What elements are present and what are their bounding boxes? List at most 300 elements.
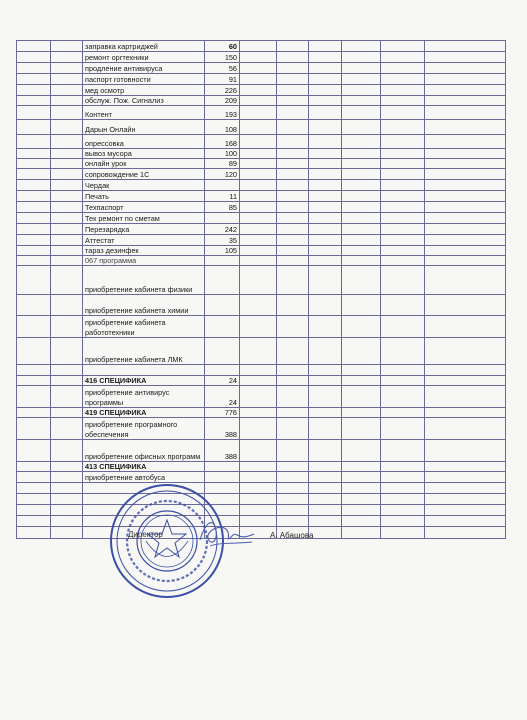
empty-cell xyxy=(381,408,425,418)
table-row xyxy=(17,213,506,224)
table-row xyxy=(17,462,506,472)
empty-cell xyxy=(309,246,342,256)
empty-cell xyxy=(309,338,342,365)
empty-cell xyxy=(51,191,83,202)
empty-cell xyxy=(277,408,309,418)
empty-cell xyxy=(240,494,277,505)
empty-cell xyxy=(309,159,342,169)
empty-cell xyxy=(51,202,83,213)
empty-cell xyxy=(381,149,425,159)
empty-cell xyxy=(309,472,342,483)
item-name-cell: Перезарядка xyxy=(83,224,205,235)
table-row xyxy=(17,256,506,266)
empty-cell xyxy=(51,169,83,180)
item-value-cell xyxy=(205,295,240,316)
empty-cell xyxy=(51,149,83,159)
empty-cell xyxy=(17,338,51,365)
empty-cell xyxy=(381,41,425,52)
empty-cell xyxy=(342,41,381,52)
empty-cell xyxy=(51,472,83,483)
empty-cell xyxy=(240,472,277,483)
empty-cell xyxy=(277,365,309,376)
signer-name: А. Абашова xyxy=(270,531,314,540)
item-value-cell: 11 xyxy=(205,191,240,202)
empty-cell xyxy=(17,483,51,494)
empty-cell xyxy=(309,63,342,74)
item-value-cell: 388 xyxy=(205,440,240,462)
empty-cell xyxy=(240,159,277,169)
empty-cell xyxy=(277,169,309,180)
empty-cell xyxy=(277,85,309,96)
table-row xyxy=(17,440,506,462)
item-name-cell: Чердак xyxy=(83,180,205,191)
item-name-cell: сопровождение 1С xyxy=(83,169,205,180)
table-row xyxy=(17,494,506,505)
table-row xyxy=(17,408,506,418)
item-value-cell: 100 xyxy=(205,149,240,159)
item-value-cell: 120 xyxy=(205,169,240,180)
empty-cell xyxy=(342,180,381,191)
empty-cell xyxy=(381,63,425,74)
item-name-cell: приобретение офисных программ xyxy=(83,440,205,462)
empty-cell xyxy=(425,202,506,213)
table-row xyxy=(17,41,506,52)
empty-cell xyxy=(277,191,309,202)
empty-cell xyxy=(17,191,51,202)
empty-cell xyxy=(51,266,83,295)
empty-cell xyxy=(342,149,381,159)
empty-cell xyxy=(240,224,277,235)
empty-cell xyxy=(277,295,309,316)
empty-cell xyxy=(240,191,277,202)
empty-cell xyxy=(425,235,506,246)
item-name-cell: тараз дезинфек xyxy=(83,246,205,256)
empty-cell xyxy=(381,106,425,120)
empty-cell xyxy=(425,169,506,180)
empty-cell xyxy=(381,440,425,462)
empty-cell xyxy=(17,256,51,266)
empty-cell xyxy=(342,135,381,149)
empty-cell xyxy=(342,316,381,338)
empty-cell xyxy=(342,52,381,63)
empty-cell xyxy=(17,85,51,96)
empty-cell xyxy=(240,295,277,316)
empty-cell xyxy=(17,135,51,149)
empty-cell xyxy=(381,169,425,180)
empty-cell xyxy=(240,149,277,159)
table-row xyxy=(17,63,506,74)
item-value-cell xyxy=(205,213,240,224)
empty-cell xyxy=(309,149,342,159)
empty-cell xyxy=(425,462,506,472)
empty-cell xyxy=(17,266,51,295)
signature xyxy=(196,512,256,552)
empty-cell xyxy=(51,224,83,235)
empty-cell xyxy=(309,266,342,295)
empty-cell xyxy=(277,120,309,135)
empty-cell xyxy=(381,472,425,483)
table-row xyxy=(17,85,506,96)
empty-cell xyxy=(51,135,83,149)
empty-cell xyxy=(342,246,381,256)
empty-cell xyxy=(17,120,51,135)
empty-cell xyxy=(240,63,277,74)
empty-cell xyxy=(381,191,425,202)
empty-cell xyxy=(17,224,51,235)
empty-cell xyxy=(342,224,381,235)
empty-cell xyxy=(240,74,277,85)
empty-cell xyxy=(425,295,506,316)
table-row xyxy=(17,527,506,539)
item-name-cell: 413 СПЕЦИФИКА xyxy=(83,462,205,472)
empty-cell xyxy=(240,85,277,96)
empty-cell xyxy=(240,213,277,224)
empty-cell xyxy=(309,180,342,191)
empty-cell xyxy=(342,74,381,85)
empty-cell xyxy=(240,338,277,365)
empty-cell xyxy=(342,365,381,376)
item-name-cell: заправка картриджей xyxy=(83,41,205,52)
empty-cell xyxy=(381,202,425,213)
empty-cell xyxy=(309,462,342,472)
item-name-cell: опрессовка xyxy=(83,135,205,149)
empty-cell xyxy=(51,295,83,316)
empty-cell xyxy=(381,527,425,539)
empty-cell xyxy=(17,159,51,169)
item-name-cell: мед осмотр xyxy=(83,85,205,96)
empty-cell xyxy=(381,316,425,338)
empty-cell xyxy=(381,224,425,235)
empty-cell xyxy=(309,494,342,505)
empty-cell xyxy=(342,418,381,440)
empty-cell xyxy=(342,63,381,74)
empty-cell xyxy=(425,505,506,516)
item-name-cell: ремонт оргтехники xyxy=(83,52,205,63)
empty-cell xyxy=(277,256,309,266)
item-name-cell: приобретение кабинета работотехники xyxy=(83,316,205,338)
empty-cell xyxy=(342,472,381,483)
item-name-cell: 416 СПЕЦИФИКА xyxy=(83,376,205,386)
empty-cell xyxy=(240,180,277,191)
item-value-cell: 776 xyxy=(205,408,240,418)
empty-cell xyxy=(277,472,309,483)
empty-cell xyxy=(51,376,83,386)
empty-cell xyxy=(381,85,425,96)
empty-cell xyxy=(309,376,342,386)
empty-cell xyxy=(425,224,506,235)
item-value-cell: 193 xyxy=(205,106,240,120)
empty-cell xyxy=(17,74,51,85)
empty-cell xyxy=(51,74,83,85)
empty-cell xyxy=(277,246,309,256)
empty-cell xyxy=(309,120,342,135)
empty-cell xyxy=(381,516,425,527)
table-row xyxy=(17,418,506,440)
empty-cell xyxy=(342,96,381,106)
empty-cell xyxy=(309,74,342,85)
table-row xyxy=(17,472,506,483)
empty-cell xyxy=(277,52,309,63)
empty-cell xyxy=(342,386,381,408)
table-row xyxy=(17,96,506,106)
empty-cell xyxy=(277,180,309,191)
table-row xyxy=(17,483,506,494)
empty-cell xyxy=(381,235,425,246)
empty-cell xyxy=(425,418,506,440)
empty-cell xyxy=(17,295,51,316)
director-label: Директор xyxy=(128,530,163,539)
empty-cell xyxy=(277,74,309,85)
empty-cell xyxy=(277,338,309,365)
empty-cell xyxy=(17,472,51,483)
item-name-cell: приобретение автобуса xyxy=(83,472,205,483)
table-row xyxy=(17,505,506,516)
empty-cell xyxy=(381,180,425,191)
empty-cell xyxy=(309,52,342,63)
empty-cell xyxy=(309,418,342,440)
empty-cell xyxy=(309,169,342,180)
item-name-cell: приобретение кабинета физики xyxy=(83,266,205,295)
empty-cell xyxy=(51,85,83,96)
empty-cell xyxy=(381,266,425,295)
table-row xyxy=(17,106,506,120)
empty-cell xyxy=(240,418,277,440)
empty-cell xyxy=(425,246,506,256)
empty-cell xyxy=(381,365,425,376)
item-name-cell: Контент xyxy=(83,106,205,120)
empty-cell xyxy=(381,159,425,169)
empty-cell xyxy=(51,180,83,191)
item-name-cell: Печать xyxy=(83,191,205,202)
empty-cell xyxy=(240,386,277,408)
empty-cell xyxy=(425,41,506,52)
empty-cell xyxy=(309,235,342,246)
empty-cell xyxy=(51,316,83,338)
empty-cell xyxy=(17,41,51,52)
empty-cell xyxy=(425,74,506,85)
empty-cell xyxy=(277,149,309,159)
empty-cell xyxy=(17,408,51,418)
item-value-cell: 60 xyxy=(205,41,240,52)
item-name-cell: Техпаспорт xyxy=(83,202,205,213)
empty-cell xyxy=(277,266,309,295)
table-row xyxy=(17,516,506,527)
empty-cell xyxy=(342,505,381,516)
empty-cell xyxy=(277,418,309,440)
item-value-cell xyxy=(205,365,240,376)
empty-cell xyxy=(425,159,506,169)
empty-cell xyxy=(309,224,342,235)
empty-cell xyxy=(342,440,381,462)
empty-cell xyxy=(309,440,342,462)
empty-cell xyxy=(425,106,506,120)
empty-cell xyxy=(277,224,309,235)
empty-cell xyxy=(240,96,277,106)
item-value-cell xyxy=(205,462,240,472)
item-name-cell: онлайн урок xyxy=(83,159,205,169)
empty-cell xyxy=(277,483,309,494)
empty-cell xyxy=(51,516,83,527)
empty-cell xyxy=(425,386,506,408)
empty-cell xyxy=(240,256,277,266)
empty-cell xyxy=(425,191,506,202)
empty-cell xyxy=(425,527,506,539)
empty-cell xyxy=(342,169,381,180)
empty-cell xyxy=(309,213,342,224)
table-row xyxy=(17,202,506,213)
table-row xyxy=(17,159,506,169)
empty-cell xyxy=(309,85,342,96)
table-row xyxy=(17,295,506,316)
empty-cell xyxy=(425,338,506,365)
empty-cell xyxy=(342,256,381,266)
empty-cell xyxy=(240,462,277,472)
empty-cell xyxy=(425,365,506,376)
table-row xyxy=(17,149,506,159)
empty-cell xyxy=(17,365,51,376)
empty-cell xyxy=(342,213,381,224)
item-value-cell: 105 xyxy=(205,246,240,256)
empty-cell xyxy=(277,235,309,246)
empty-cell xyxy=(17,106,51,120)
empty-cell xyxy=(309,256,342,266)
item-value-cell: 226 xyxy=(205,85,240,96)
empty-cell xyxy=(51,505,83,516)
table-row xyxy=(17,235,506,246)
empty-cell xyxy=(17,246,51,256)
item-name-cell: приобретение кабинета ЛМК xyxy=(83,338,205,365)
item-value-cell: 24 xyxy=(205,386,240,408)
empty-cell xyxy=(51,52,83,63)
empty-cell xyxy=(309,135,342,149)
item-value-cell: 242 xyxy=(205,224,240,235)
empty-cell xyxy=(309,41,342,52)
empty-cell xyxy=(425,266,506,295)
empty-cell xyxy=(51,440,83,462)
empty-cell xyxy=(51,246,83,256)
empty-cell xyxy=(17,316,51,338)
empty-cell xyxy=(51,120,83,135)
empty-cell xyxy=(342,338,381,365)
item-value-cell: 168 xyxy=(205,135,240,149)
empty-cell xyxy=(17,505,51,516)
item-value-cell: 150 xyxy=(205,52,240,63)
empty-cell xyxy=(342,159,381,169)
empty-cell xyxy=(240,235,277,246)
empty-cell xyxy=(51,338,83,365)
empty-cell xyxy=(309,96,342,106)
empty-cell xyxy=(342,483,381,494)
empty-cell xyxy=(425,63,506,74)
item-value-cell: 91 xyxy=(205,74,240,85)
empty-cell xyxy=(381,256,425,266)
empty-cell xyxy=(240,440,277,462)
empty-cell xyxy=(17,376,51,386)
empty-cell xyxy=(342,295,381,316)
table-row xyxy=(17,74,506,85)
empty-cell xyxy=(240,316,277,338)
item-value-cell: 24 xyxy=(205,376,240,386)
empty-cell xyxy=(425,440,506,462)
empty-cell xyxy=(381,494,425,505)
table-row xyxy=(17,338,506,365)
item-name-cell: обслуж. Пож. Сигнализ xyxy=(83,96,205,106)
empty-cell xyxy=(342,235,381,246)
empty-cell xyxy=(381,338,425,365)
empty-cell xyxy=(309,516,342,527)
empty-cell xyxy=(240,169,277,180)
item-name-cell: продление антивируса xyxy=(83,63,205,74)
empty-cell xyxy=(425,316,506,338)
empty-cell xyxy=(381,246,425,256)
empty-cell xyxy=(51,235,83,246)
empty-cell xyxy=(277,440,309,462)
budget-table xyxy=(16,40,506,539)
item-value-cell xyxy=(205,256,240,266)
empty-cell xyxy=(17,52,51,63)
empty-cell xyxy=(342,191,381,202)
empty-cell xyxy=(425,376,506,386)
empty-cell xyxy=(240,120,277,135)
empty-cell xyxy=(240,135,277,149)
empty-cell xyxy=(51,418,83,440)
empty-cell xyxy=(381,120,425,135)
item-name-cell: 067 программа xyxy=(83,256,205,266)
empty-cell xyxy=(381,505,425,516)
empty-cell xyxy=(381,418,425,440)
empty-cell xyxy=(277,63,309,74)
item-value-cell: 89 xyxy=(205,159,240,169)
empty-cell xyxy=(51,386,83,408)
empty-cell xyxy=(342,266,381,295)
table-row xyxy=(17,386,506,408)
empty-cell xyxy=(342,120,381,135)
empty-cell xyxy=(277,96,309,106)
empty-cell xyxy=(17,418,51,440)
empty-cell xyxy=(277,376,309,386)
empty-cell xyxy=(309,505,342,516)
empty-cell xyxy=(277,135,309,149)
empty-cell xyxy=(51,494,83,505)
empty-cell xyxy=(309,295,342,316)
empty-cell xyxy=(309,106,342,120)
empty-cell xyxy=(17,462,51,472)
table-row xyxy=(17,191,506,202)
empty-cell xyxy=(277,202,309,213)
item-name-cell xyxy=(83,365,205,376)
empty-cell xyxy=(342,85,381,96)
table-row xyxy=(17,120,506,135)
empty-cell xyxy=(277,386,309,408)
empty-cell xyxy=(240,41,277,52)
empty-cell xyxy=(240,365,277,376)
empty-cell xyxy=(51,365,83,376)
item-value-cell: 209 xyxy=(205,96,240,106)
table-row xyxy=(17,376,506,386)
empty-cell xyxy=(240,483,277,494)
empty-cell xyxy=(17,235,51,246)
item-name-cell: паспорт готовности xyxy=(83,74,205,85)
empty-cell xyxy=(381,376,425,386)
item-value-cell: 35 xyxy=(205,235,240,246)
empty-cell xyxy=(51,408,83,418)
empty-cell xyxy=(425,516,506,527)
item-name-cell: Тек ремонт по сметам xyxy=(83,213,205,224)
empty-cell xyxy=(381,483,425,494)
empty-cell xyxy=(240,52,277,63)
empty-cell xyxy=(17,213,51,224)
table-row xyxy=(17,135,506,149)
